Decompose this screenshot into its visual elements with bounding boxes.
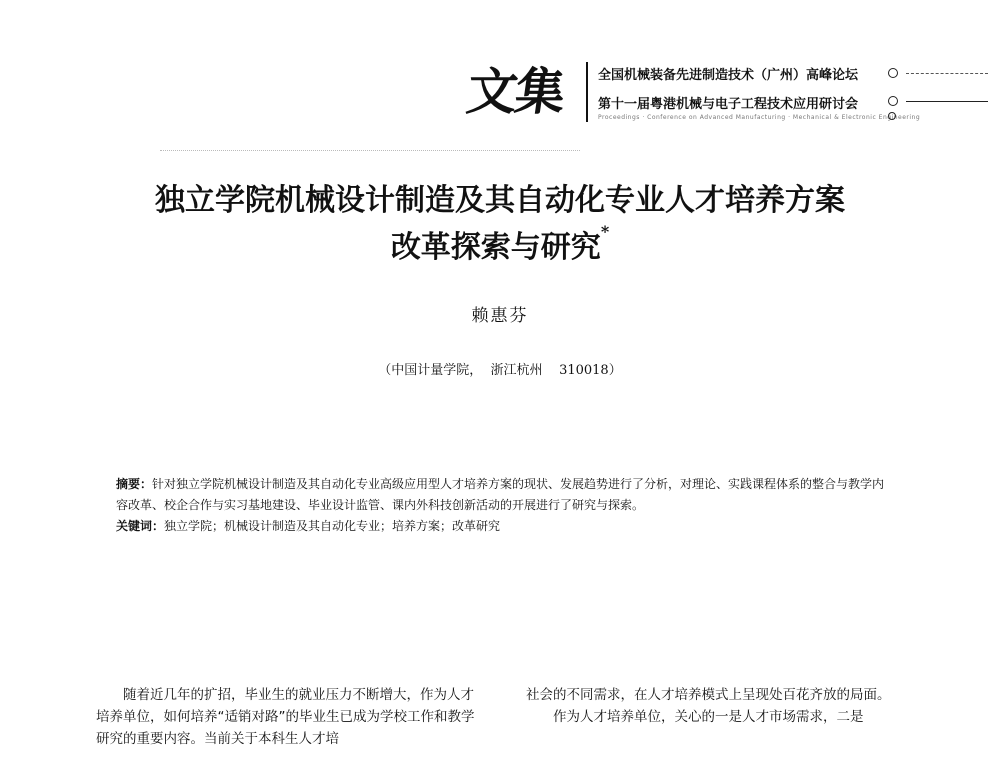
title-footnote-mark: *	[600, 222, 610, 241]
keywords-text: 独立学院；机械设计制造及其自动化专业；培养方案；改革研究	[164, 519, 501, 533]
author-affiliation: （中国计量学院， 浙江杭州 310018）	[378, 363, 622, 378]
body-paragraph: 作为人才培养单位，关心的一是人才市场需求，二是	[553, 709, 864, 725]
body-paragraph: 随着近几年的扩招，毕业生的就业压力不断增大，作为人才培养单位，如何培养“适销对路”的毕业生已成为学校工作和教学研究的重要内容。当前关于本科生人才培	[96, 687, 475, 747]
conference-subtitle: Proceedings · Conference on Advanced Manufacturing · Mechanical & Electronic Engineering	[598, 114, 921, 121]
circle-icon	[888, 96, 898, 106]
conference-title-2: 第十一届粤港机械与电子工程技术应用研讨会	[598, 97, 859, 112]
body-column-right	[526, 684, 916, 728]
proceedings-logo: 文集	[463, 62, 568, 121]
abstract-label: 摘要：	[116, 477, 153, 491]
conference-title-1: 全国机械装备先进制造技术（广州）高峰论坛	[598, 68, 859, 83]
abstract-paragraph	[116, 474, 896, 516]
paper-title-line1: 独立学院机械设计制造及其自动化专业人才培养方案	[155, 183, 845, 218]
circle-icon	[888, 68, 898, 78]
paper-title-line2	[0, 222, 1000, 266]
abstract-text: 针对独立学院机械设计制造及其自动化专业高级应用型人才培养方案的现状、发展趋势进行了分析，对理论、实践课程体系的整合与教学内容改革、校企合作与实习基地建设、毕业设计监管、课内外科技创新活动的开展进行了研究与探索。	[116, 477, 885, 512]
keywords-label: 关键词：	[116, 519, 165, 533]
author-name: 赖惠芬	[471, 306, 529, 326]
keywords-paragraph	[116, 516, 896, 537]
abstract-block	[116, 474, 896, 537]
scan-specks	[160, 150, 580, 151]
header-rule-solid	[906, 101, 988, 102]
paper-title-text: 改革探索与研究	[390, 230, 601, 265]
circle-icon	[888, 112, 896, 120]
body-column-left	[96, 684, 486, 750]
header-rule-dashed	[906, 73, 988, 74]
header-divider	[586, 62, 588, 122]
body-paragraph: 社会的不同需求，在人才培养模式上呈现处百花齐放的局面。	[526, 687, 891, 703]
